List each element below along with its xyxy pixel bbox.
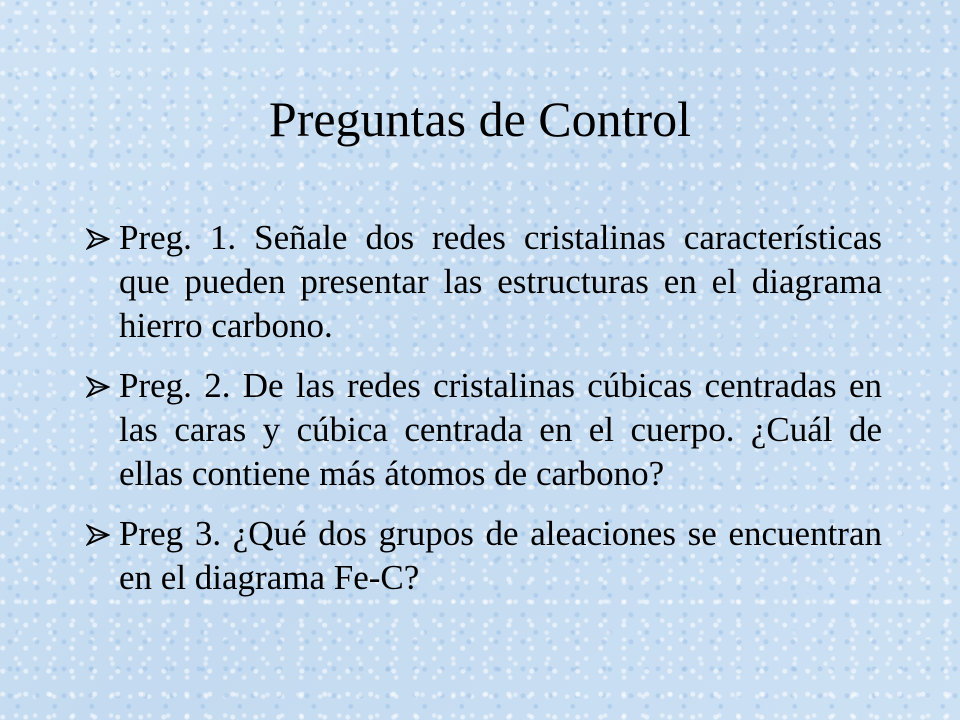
question-list (86, 216, 882, 616)
slide-title: Preguntas de Control (268, 91, 692, 147)
question-text-3: Preg 3. ¿Qué dos grupos de aleaciones se encuentran en el diagrama Fe-C? (119, 514, 882, 597)
arrow-bullet-icon (86, 524, 110, 546)
arrow-bullet-icon (86, 228, 110, 250)
question-text-1: Preg. 1. Señale dos redes cristalinas características que pueden presentar las estructuras en el diagrama hierro carbono. (119, 218, 882, 345)
arrow-bullet-icon (86, 376, 110, 398)
question-item-3 (86, 512, 882, 600)
question-item-1 (86, 216, 882, 348)
question-text-2: Preg. 2. De las redes cristalinas cúbicas centradas en las caras y cúbica centrada en el cuerpo. ¿Cuál de ellas contiene más átomos de carbono? (119, 366, 882, 493)
question-item-2 (86, 364, 882, 496)
